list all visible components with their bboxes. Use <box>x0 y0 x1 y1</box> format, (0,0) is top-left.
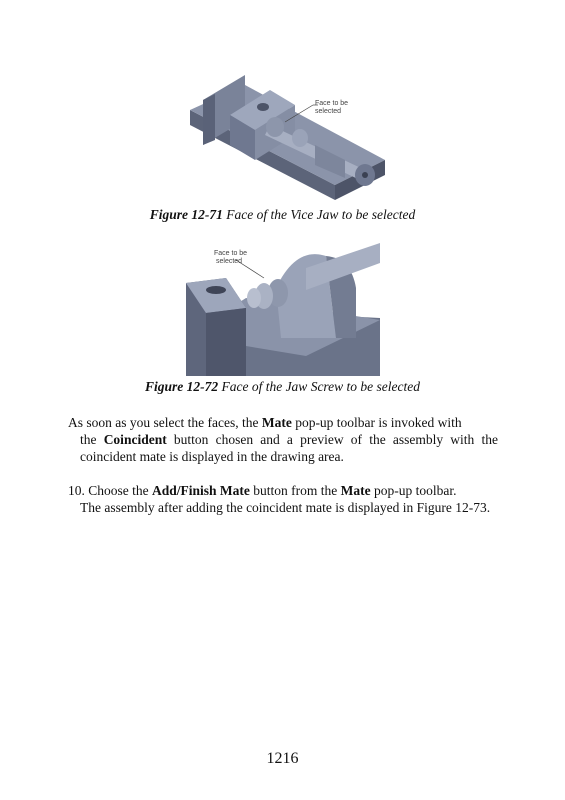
mate-term: Mate <box>261 415 292 430</box>
paragraph-mate-toolbar: As soon as you select the faces, the Mate pop-up toolbar is invoked with the Coincident button chosen and a preview of the assembly with the coincident mate is displayed in the drawing area. <box>68 415 498 464</box>
coincident-term: Coincident <box>103 432 167 447</box>
mate-term-2: Mate <box>340 483 371 498</box>
figure2-caption-number: Figure 12-72 <box>144 379 219 394</box>
figure1-caption-number: Figure 12-71 <box>149 207 223 222</box>
figure2-callout-line1: Face to be <box>214 250 248 257</box>
figure2-caption-text: Face of the Jaw Screw to be selected <box>218 379 421 394</box>
figure1-callout-line2: selected <box>315 108 342 115</box>
figure2-caption <box>0 379 565 395</box>
step-10-paragraph: 10. Choose the Add/Finish Mate button from the Mate pop-up toolbar. The assembly after adding the coincident mate is displayed in Figure 12-73. <box>68 483 491 515</box>
figure1-caption <box>0 207 565 223</box>
page-number: 1216 <box>266 750 299 767</box>
jaw-screw-figure <box>186 238 380 376</box>
vice-jaw-figure <box>185 70 385 205</box>
add-finish-mate-term: Add/Finish Mate <box>152 483 250 498</box>
figure1-callout-line1: Face to be <box>315 100 349 107</box>
figure2-callout-line2: selected <box>216 258 243 265</box>
figure1-caption-text: Face of the Vice Jaw to be selected <box>222 207 416 222</box>
